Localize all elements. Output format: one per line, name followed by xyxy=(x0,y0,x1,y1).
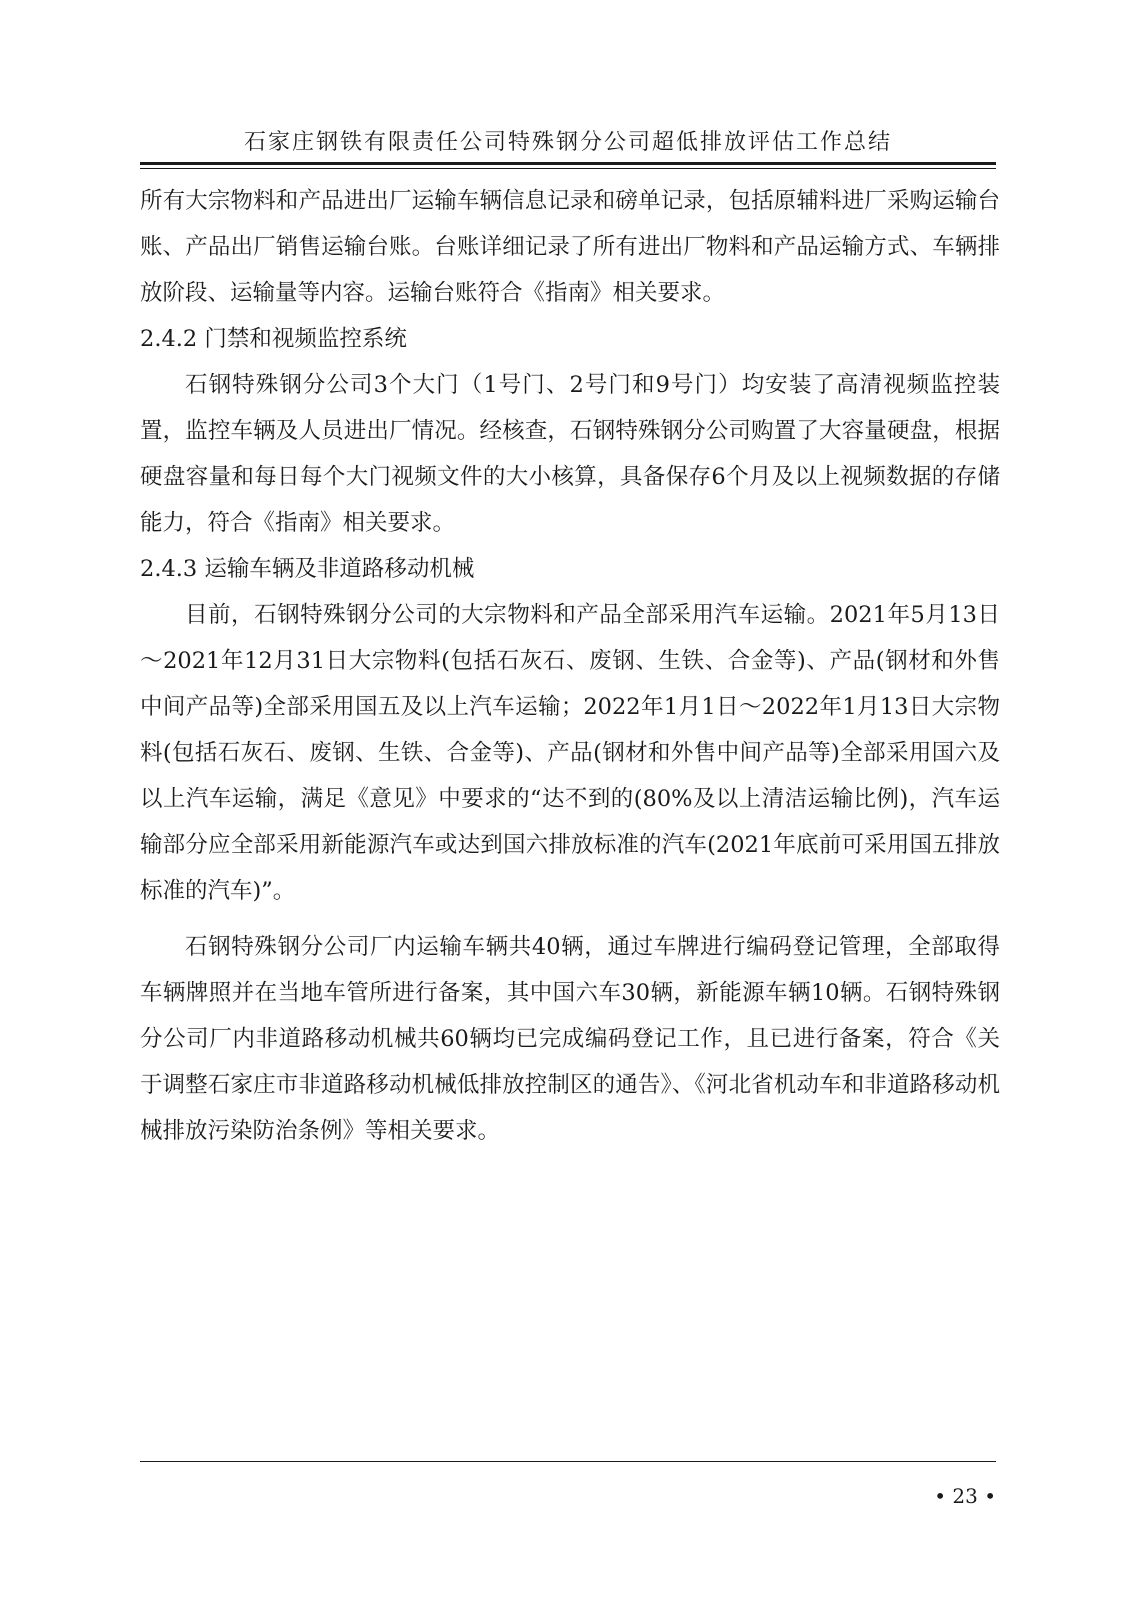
section-2-4-3-paragraph-2: 石钢特殊钢分公司厂内运输车辆共40辆，通过车牌进行编码登记管理，全部取得车辆牌照并在当地车管所进行备案，其中国六车30辆，新能源车辆10辆。石钢特殊钢分公司厂内非道路移动机械共60辆均已完成编码登记工作，且已进行备案，符合《关于调整石家庄市非道路移动机械低排放控制区的通告》、《河北省机动车和非道路移动机械排放污染防治条例》等相关要求。 xyxy=(140,934,1000,1144)
paragraph-gap xyxy=(140,914,1000,924)
page-header-title: 石家庄钢铁有限责任公司特殊钢分公司超低排放评估工作总结 xyxy=(243,130,892,155)
section-heading-2-4-2: 2.4.2 门禁和视频监控系统 xyxy=(140,326,407,352)
document-body xyxy=(140,178,1000,1154)
section-heading-2-4-3: 2.4.3 运输车辆及非道路移动机械 xyxy=(140,556,475,582)
header-rule-thick xyxy=(140,162,996,165)
footer-rule xyxy=(140,1461,996,1462)
section-2-4-3-paragraph-1: 目前，石钢特殊钢分公司的大宗物料和产品全部采用汽车运输。2021年5月13日～2021年12月31日大宗物料(包括石灰石、废钢、生铁、合金等)、产品(钢材和外售中间产品等)全部采用国五及以上汽车运输；2022年1月1日～2022年1月13日大宗物料(包括石灰石、废钢、生铁、合金等)、产品(钢材和外售中间产品等)全部采用国六及以上汽车运输，满足《意见》中要求的“达不到的(80%及以上清洁运输比例)，汽车运输部分应全部采用新能源汽车或达到国六排放标准的汽车(2021年底前可采用国五排放标准的汽车)”。 xyxy=(140,602,1000,904)
page-number: • 23 • xyxy=(934,1484,996,1508)
section-2-4-2-paragraph: 石钢特殊钢分公司3个大门（1号门、2号门和9号门）均安装了高清视频监控装置，监控车辆及人员进出厂情况。经核查，石钢特殊钢分公司购置了大容量硬盘，根据硬盘容量和每日每个大门视频文件的大小核算，具备保存6个月及以上视频数据的存储能力，符合《指南》相关要求。 xyxy=(140,372,1000,536)
header-rule-thin xyxy=(140,168,996,169)
intro-paragraph: 所有大宗物料和产品进出厂运输车辆信息记录和磅单记录，包括原辅料进厂采购运输台账、产品出厂销售运输台账。台账详细记录了所有进出厂物料和产品运输方式、车辆排放阶段、运输量等内容。运输台账符合《指南》相关要求。 xyxy=(140,188,1000,306)
